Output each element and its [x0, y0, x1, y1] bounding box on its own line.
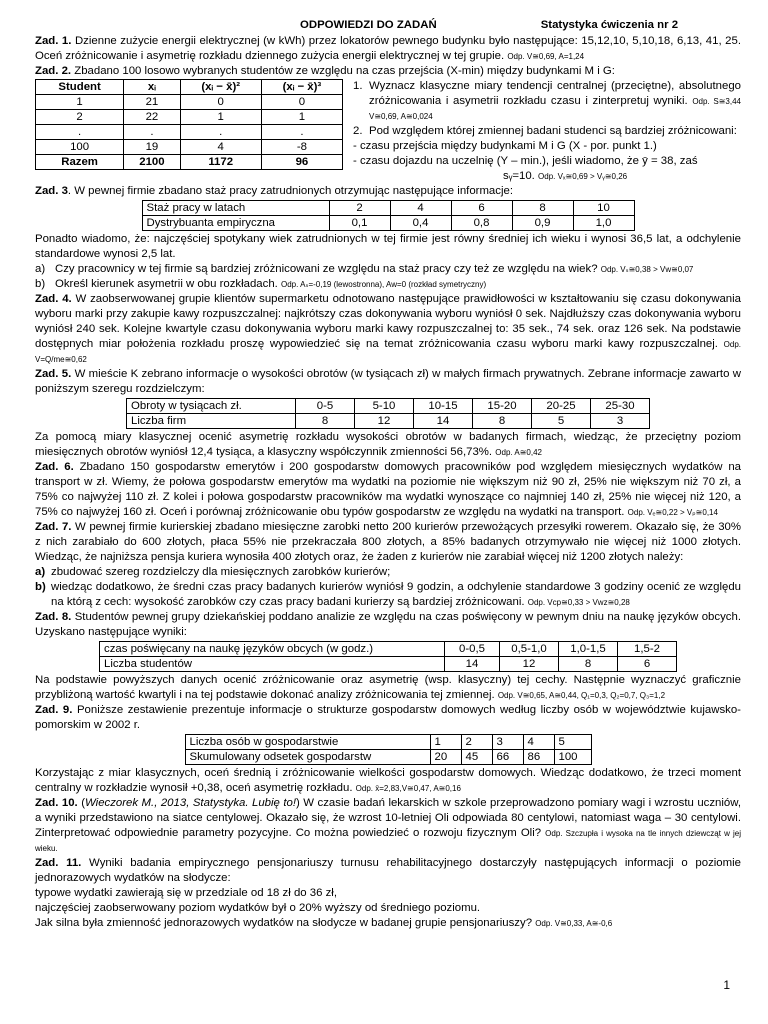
table-cell: 1,0-1,5: [559, 642, 618, 657]
task-text: W pewnej firmie kurierskiej zbadano miesięczne zarobki netto 200 kurierów przewożących przesyłki rowerem. Okazało się, że 30% z nich zarabiało do 600 złotych, płaca 55% nie przekraczała 800 złotych, a 85% badanych otrzymywało nie więcej niż 1000 złotych. Wiedząc, że najniższa pensja kuriera wynosiła 400 złotych oraz, że żaden z kurierów nie zarabiał więcej niż 1200 złotych należy:: [35, 521, 741, 563]
table-cell: 4: [390, 201, 451, 216]
page-subtitle: Statystyka ćwiczenia nr 2: [540, 19, 679, 31]
table-cell: Liczba osób w gospodarstwie: [185, 735, 430, 750]
task-text: Zbadano 100 losowo wybranych studentów ze względu na czas przejścia (X-min) między budynkami M i G:: [71, 65, 615, 77]
subtask-b: [35, 277, 741, 292]
table-cell: Dystrybuanta empiryczna: [142, 216, 329, 231]
table-cell: 5-10: [355, 399, 414, 414]
task-answer: Odp. Szczupła i wysoka na tle innych dziewcząt w jej wieku.: [35, 829, 741, 853]
document-page: [35, 18, 741, 931]
table-cell: 1172: [180, 155, 261, 170]
task-answer: Odp. S≅3,44 V≅0,69, A≅0,024: [369, 97, 741, 121]
bullet-text: - czasu dojazdu na uczelnię (Y – min.), jeśli wiadomo, że ȳ = 38, zaś: [353, 155, 698, 167]
task-label: Zad. 2.: [35, 65, 72, 77]
table-row: [127, 399, 650, 414]
table-row: [36, 140, 343, 155]
table-cell: 1: [430, 735, 461, 750]
question-text: Wyznacz klasyczne miary tendencji centralnej (przeciętne), absolutnego zróżnicowania i asymetrii rozkładu czasu i zinterpretuj wyniki.: [369, 80, 741, 107]
table-cell: 0-0,5: [445, 642, 500, 657]
task-answer: Odp. A≅0,42: [495, 448, 542, 457]
subtask-text: wiedząc dodatkowo, że średni czas pracy badanych kurierów wyniósł 9 godzin, a odchylenie standardowe 3 godziny ocenić ze względu na którą z cech: wysokość zarobków czy czas pracy badani kurierzy są bardziej zróżnicowani.: [51, 581, 741, 608]
task-3: [35, 184, 741, 199]
table-cell: 20-25: [532, 399, 591, 414]
task-9: [35, 703, 741, 733]
table-cell: 2100: [124, 155, 180, 170]
table-cell: 21: [124, 95, 180, 110]
subtask-marker: b): [35, 581, 46, 593]
task-text: W zaobserwowanej grupie klientów supermarketu odnotowano następujące prawidłowości w kształtowaniu się czasu dokonywania wyboru marki przy zakupie kawy rozpuszczalnej: najkrótszy czas dokonywania wyboru wyniósł 0 sek. Najdłuższy czas dokonywania wyboru wyniósł 240 sek. Kolejne kwartyle czasu dokonywania wyboru marki kawy rozpuszczalnej to: 35 sek., 74 sek. oraz 126 sek. Na podstawie dostępnych miar położenia rozkładu proszę wypowiedzieć się na temat zróżnicowania czasu wyboru marki kawy rozpuszczalnej.: [35, 293, 741, 350]
task-9-table-wrap: [35, 734, 741, 765]
table-cell: 12: [500, 657, 559, 672]
task-answer: Odp. Vₓ≅0,69 > Vᵧ≅0,26: [538, 172, 628, 181]
task-text: typowe wydatki zawierają się w przedziale od 18 zł do 36 zł,: [35, 887, 338, 899]
table-cell: 5: [532, 414, 591, 429]
task-text: Jak silna była zmienność jednorazowych wydatków na słodycze w badanej grupie pensjonariuszy?: [35, 917, 536, 929]
table-cell: 6: [451, 201, 512, 216]
page-number: 1: [723, 978, 730, 992]
table-cell: 10: [573, 201, 634, 216]
task-8-table-wrap: [35, 641, 741, 672]
task-answer: Odp. Vₑ≅0,22 > Vₚ≅0,14: [627, 508, 718, 517]
task-2-body: [35, 79, 741, 184]
task-11: [35, 856, 741, 886]
table-row: [100, 657, 677, 672]
task-answer: Odp. Vcp≅0,33 > Vwz≅0,28: [527, 598, 630, 607]
table-row: [127, 414, 650, 429]
table-cell: .: [36, 125, 124, 140]
task-10: Zad. 10. (Wieczorek M., 2013, Statystyka. Lubię to!) W czasie badań lekarskich w szkole przeprowadzono pomiary wagi i wzrostu uczniów, a wyniki przedstawiono na siatce centylowej. Okazało się, że wzrost 10-letniej Oli odpowiada 80 centylowi, natomiast waga – 30 centylowi. Zinterpretować odpowiednie parametry pozycyjne. Co można powiedzieć o rozwoju fizycznym Oli? Odp. Szczupła i wysoka na tle innych dziewcząt w jej wieku.: [35, 797, 742, 853]
task-text: Zbadano 150 gospodarstw emerytów i 200 gospodarstw domowych pracowników pod względem miesięcznych wydatków na transport w zł. Wiemy, że połowa gospodarstw emerytów ma wydatki na poziomie nie większym niż 90 zł, 25% nie większym niż 70 zł, a 75% co najwyżej 110 zł. Z kolei i połowa gospodarstw pracowników ma wydatki wynoszące co najmniej 140 zł, 25% nie więcej niż 120, a 75% co najwyżej 160 zł. Oceń i porównaj zróżnicowanie obu typów gospodarstw ze względu na wydatki na transport.: [35, 461, 741, 518]
task-label: Zad. 3: [35, 185, 68, 197]
col-header: Student: [36, 80, 124, 95]
table-header-row: [36, 80, 343, 95]
table-row: [185, 750, 591, 765]
task-text: Na podstawie powyższych danych ocenić zróżnicowanie oraz asymetrię (wsp. klasyczny) tej cechy. Następnie wyznaczyć graficznie przybliżoną wartość kwartyli i na tej podstawie dokonać analizy zróżnicowania tej zmiennej.: [35, 674, 741, 701]
table-cell: 14: [445, 657, 500, 672]
task-text: Dzienne zużycie energii elektrycznej (w kWh) przez lokatorów pewnego budynku było następujące: 15,12,10, 5,10,18, 6,13, 41, 25. Oceń zróżnicowanie i asymetrię rozkładu dziennego zużycia energii elektrycznej w tej grupie.: [35, 35, 741, 62]
subtask-text: Określ kierunek asymetrii w obu rozkładach.: [55, 278, 281, 290]
task-label: Zad. 7.: [35, 521, 72, 533]
table-cell: 10-15: [414, 399, 473, 414]
table-cell: 8: [559, 657, 618, 672]
table-cell: 0,9: [512, 216, 573, 231]
table-cell: Liczba firm: [127, 414, 296, 429]
table-cell: 14: [414, 414, 473, 429]
table-cell: .: [180, 125, 261, 140]
table-cell: 0,5-1,0: [500, 642, 559, 657]
task-label: Zad. 8.: [35, 611, 72, 623]
question-number: 2.: [353, 125, 363, 137]
task-answer: Odp. V≅0,33, A≅-0,6: [535, 919, 613, 928]
task-6: [35, 460, 741, 520]
task-text: . W pewnej firmie zbadano staż pracy zatrudnionych otrzymując następujące informacje:: [67, 185, 513, 197]
table-row: [36, 110, 343, 125]
table-cell: 6: [618, 657, 677, 672]
table-cell: 3: [591, 414, 650, 429]
table-cell: 12: [355, 414, 414, 429]
question-2: [353, 124, 741, 139]
table-cell: 1,0: [573, 216, 634, 231]
table-cell: 19: [124, 140, 180, 155]
table-cell: 0: [180, 95, 261, 110]
table-cell: -8: [261, 140, 342, 155]
page-title: ODPOWIEDZI DO ZADAŃ: [300, 19, 437, 31]
study-time-table: [99, 641, 677, 672]
seniority-table: [142, 200, 635, 231]
subtask-marker: a): [35, 263, 46, 275]
task-answer: Odp. V≅0,65, A≅0,44, Q₁=0,3, Q₂=0,7, Q₃=1,2: [497, 691, 666, 700]
task-label: Zad. 5.: [35, 368, 72, 380]
task-text: najczęściej zaobserwowany poziom wydatków był o 20% wyższy od średniego poziomu.: [35, 902, 481, 914]
task-3-table-wrap: [35, 200, 741, 231]
table-cell: Skumulowany odsetek gospodarstw: [185, 750, 430, 765]
subtask-a: [35, 262, 741, 277]
table-cell: 15-20: [473, 399, 532, 414]
table-row: [100, 642, 677, 657]
table-cell: Obroty w tysiącach zł.: [127, 399, 296, 414]
task-text: Ponadto wiadomo, że: najczęściej spotykany wiek zatrudnionych w tej firmie jest równy średniej ich wieku i wynosi 36,5 lat, a odchylenie standardowe wynosi 2,5 lat.: [35, 233, 741, 260]
table-cell: Razem: [36, 155, 124, 170]
table-row: [142, 216, 634, 231]
table-cell: 2: [461, 735, 492, 750]
task-text: W czasie badań lekarskich w szkole przeprowadzono pomiary wagi i wzrostu uczniów, a wyniki przedstawiono na siatce centylowej. Okazało się, że wzrost 10-letniej Oli odpowiada 80 centylowi, natomiast waga – 30 centylowi. Zinterpretować odpowiednie parametry pozycyjne. Co można powiedzieć o rozwoju fizycznym Oli?: [35, 797, 742, 839]
table-cell: Liczba studentów: [100, 657, 445, 672]
table-cell: 0,1: [329, 216, 390, 231]
subtask-b: [35, 580, 741, 610]
col-header: xᵢ: [124, 80, 180, 95]
table-cell: 2: [36, 110, 124, 125]
citation: Wieczorek M., 2013, Statystyka. Lubię to!: [85, 797, 297, 809]
table-cell: 1: [180, 110, 261, 125]
table-cell: 0,4: [390, 216, 451, 231]
table-cell: 8: [512, 201, 573, 216]
table-cell: 45: [461, 750, 492, 765]
task-4: [35, 292, 741, 367]
table-cell: 4: [180, 140, 261, 155]
table-cell: 3: [492, 735, 523, 750]
task-5: [35, 367, 741, 397]
table-cell: 86: [523, 750, 554, 765]
task-text: Poniższe zestawienie prezentuje informacje o strukturze gospodarstw domowych według liczby osób w województwie kujawsko-pomorskim w 2002 r.: [35, 704, 741, 731]
subtask-text: zbudować szereg rozdzielczy dla miesięcznych zarobków kurierów;: [51, 566, 391, 578]
turnover-table: [126, 398, 650, 429]
question-number: 1.: [353, 80, 363, 92]
table-cell: 2: [329, 201, 390, 216]
table-cell: Staż pracy w latach: [142, 201, 329, 216]
table-cell: 0: [261, 95, 342, 110]
table-total-row: [36, 155, 343, 170]
student-table: [35, 79, 343, 170]
table-cell: 96: [261, 155, 342, 170]
task-7: [35, 520, 741, 565]
col-header: (xᵢ − x̄)²: [180, 80, 261, 95]
table-cell: 20: [430, 750, 461, 765]
subtask-a: [35, 565, 741, 580]
subtask-marker: a): [35, 566, 46, 578]
question-text: Pod względem której zmiennej badani studenci są bardziej zróżnicowani:: [369, 125, 737, 137]
table-cell: .: [124, 125, 180, 140]
task-label: Zad. 6.: [35, 461, 74, 473]
task-text: W mieście K zebrano informacje o wysokości obrotów (w tysiącach zł) w małych firmach prywatnych. Zebrane informacje zawarto w poniższym szeregu rozdzielczym:: [35, 368, 741, 395]
task-text: Za pomocą miary klasycznej ocenić asymetrię rozkładu wysokości obrotów w badanych firmach, wiedząc, że przeciętny poziom miesięcznych obrotów wyniósł 12,4 tysiąca, a klasyczny współczynnik zmienności 56,73%.: [35, 431, 741, 458]
table-cell: 0,8: [451, 216, 512, 231]
task-label: Zad. 11.: [35, 857, 82, 869]
task-text: Studentów pewnej grupy dziekańskiej poddano analizie ze względu na czas poświęcony w pewnym dniu na naukę języków obcych. Uzyskano następujące wyniki:: [35, 611, 741, 638]
table-row: [36, 95, 343, 110]
task-text: Korzystając z miar klasycznych, oceń średnią i zróżnicowanie wielkości gospodarstw domowych. Wiedząc dodatkowo, że trzeci moment centralny w rozkładzie wynosił +0,38, oceń asymetrię rozkładu.: [35, 767, 741, 794]
table-cell: 1: [36, 95, 124, 110]
task-2-table-wrap: [35, 79, 347, 184]
table-cell: 100: [554, 750, 591, 765]
table-cell: .: [261, 125, 342, 140]
table-cell: 4: [523, 735, 554, 750]
question-1: [353, 79, 741, 124]
task-answer: Odp. V=Q/me≅0,62: [35, 340, 741, 364]
table-cell: 0-5: [296, 399, 355, 414]
bullet-text: - czasu przejścia między budynkami M i G (X - por. punkt 1.): [353, 140, 657, 152]
task-answer: Odp. Vₛ≅0,38 > Vw≅0,07: [600, 265, 694, 274]
table-cell: 1,5-2: [618, 642, 677, 657]
task-8: [35, 610, 741, 640]
task-answer: Odp. Aₛ=-0,19 (lewostronna), Aw=0 (rozkład symetryczny): [281, 280, 487, 289]
task-label: Zad. 1.: [35, 35, 72, 47]
col-header: (xᵢ − x̄)³: [261, 80, 342, 95]
subtask-text: Czy pracownicy w tej firmie są bardziej zróżnicowani ze względu na staż pracy czy też ze względu na wiek?: [55, 263, 601, 275]
task-2-questions: [347, 79, 741, 184]
task-5-table-wrap: [35, 398, 741, 429]
header: [35, 18, 741, 33]
task-label: Zad. 10.: [35, 797, 78, 809]
task-label: Zad. 9.: [35, 704, 73, 716]
task-2: [35, 64, 741, 79]
task-answer: Odp. x̄=2,83,V≅0,47, A≅0,16: [355, 784, 461, 793]
table-cell: 8: [473, 414, 532, 429]
table-cell: 5: [554, 735, 591, 750]
table-cell: 25-30: [591, 399, 650, 414]
table-cell: 1: [261, 110, 342, 125]
household-table: [185, 734, 592, 765]
table-cell: 100: [36, 140, 124, 155]
table-cell: czas poświęcany na naukę języków obcych (w godz.): [100, 642, 445, 657]
table-row: [36, 125, 343, 140]
table-row: [185, 735, 591, 750]
task-label: Zad. 4.: [35, 293, 72, 305]
task-answer: Odp. V≅0,69, A=1,24: [507, 52, 585, 61]
task-text: Wyniki badania empirycznego pensjonariuszy turnusu rehabilitacyjnego dostarczyły następujących informacji o poziomie jednorazowych wydatków na słodycze:: [35, 857, 741, 884]
subtask-marker: b): [35, 278, 46, 290]
table-row: [142, 201, 634, 216]
table-cell: 8: [296, 414, 355, 429]
table-cell: 22: [124, 110, 180, 125]
bullet-text: sᵧ=10.: [503, 170, 539, 182]
task-1: [35, 34, 741, 64]
table-cell: 66: [492, 750, 523, 765]
